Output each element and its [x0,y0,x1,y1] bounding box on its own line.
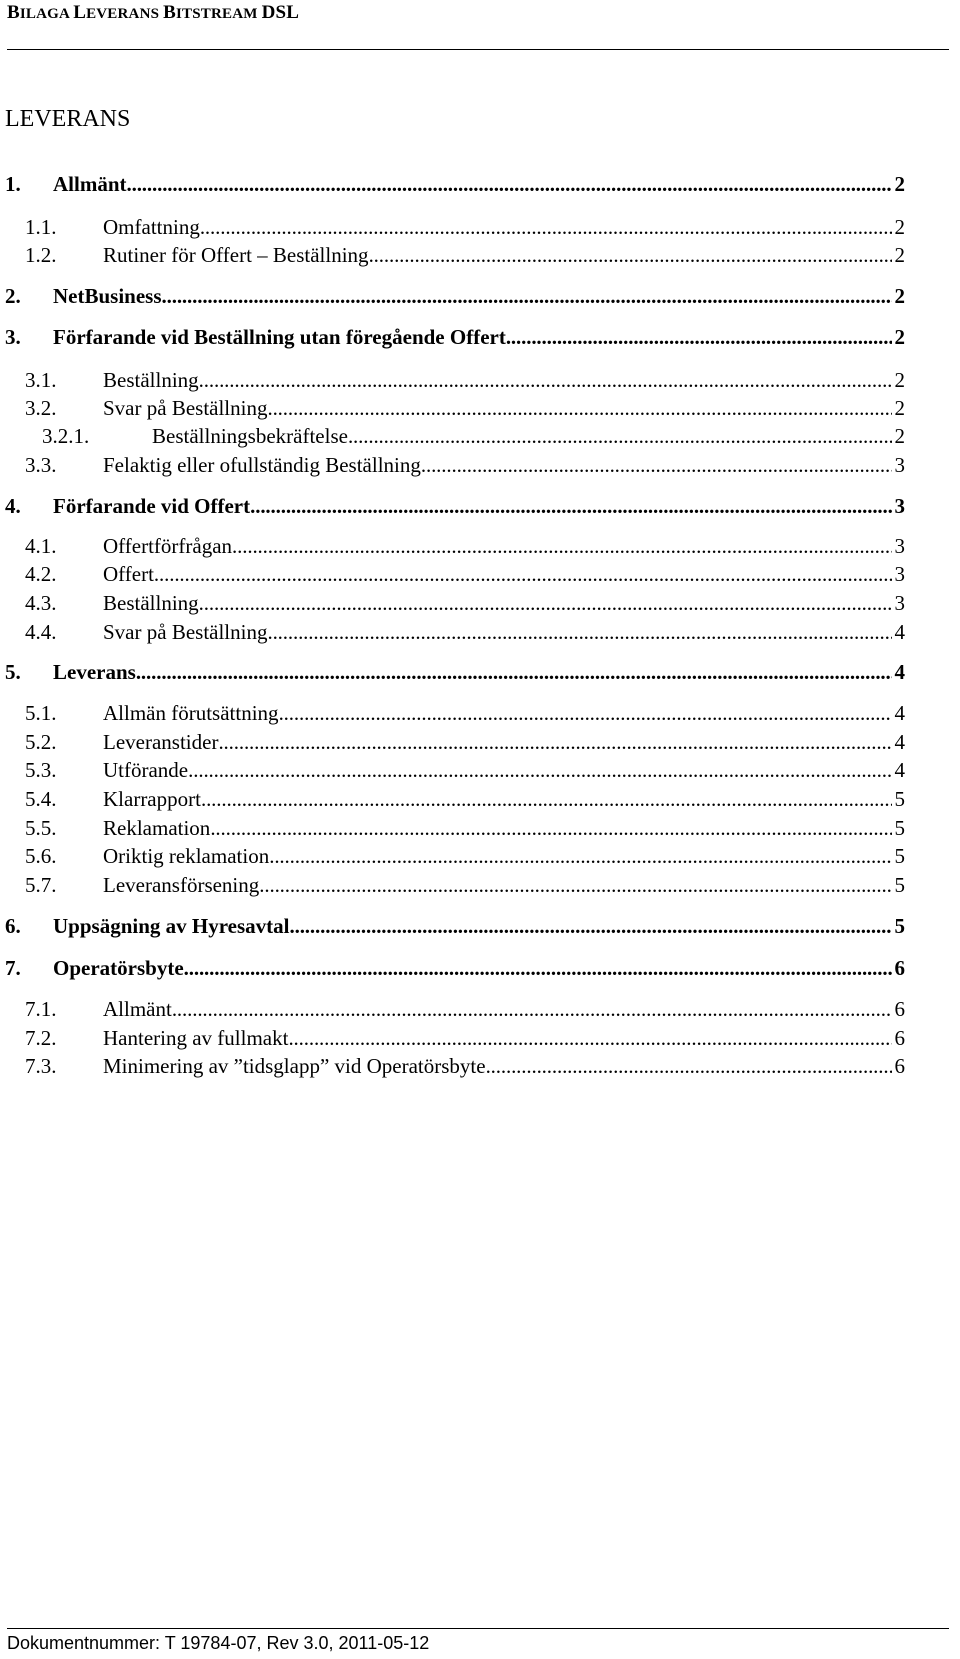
toc-entry-title: Allmänt [103,997,172,1021]
toc-entry-page: 3 [894,534,905,558]
toc-leader-dots [267,396,891,421]
header-rule [7,49,949,50]
toc-entry[interactable] [25,1026,905,1056]
toc-entry[interactable] [25,1054,905,1084]
toc-entry[interactable] [25,873,905,903]
toc-entry[interactable] [5,284,905,314]
toc-entry[interactable] [25,453,905,483]
toc-entry-title: Operatörsbyte [53,956,184,980]
footer-rule [7,1628,949,1629]
toc-entry-number: 5. [5,660,21,684]
toc-entry-page: 6 [894,997,905,1021]
toc-entry-title: Leveransförsening [103,873,260,897]
header-smallcaps: EVERANS [86,6,164,22]
toc-entry-title: Oriktig reklamation [103,844,270,868]
toc-entry[interactable] [5,494,905,524]
toc-entry-number: 4.3. [25,591,57,615]
toc-entry-number: 5.5. [25,816,57,840]
header-suffix: DSL [261,2,300,23]
toc-entry-page: 6 [894,1026,905,1050]
toc-leader-dots [218,730,891,755]
toc-entry-number: 1. [5,172,21,196]
toc-leader-dots [199,368,892,393]
toc-entry-page: 5 [894,873,905,897]
toc-entry-page: 5 [894,914,905,938]
toc-entry-number: 7. [5,956,21,980]
header-initial: B [163,2,176,23]
toc-entry-title: Allmänt [53,172,127,196]
toc-entry-title: Hantering av fullmakt [103,1026,289,1050]
toc-entry-title: Beställning [103,368,199,392]
toc-leader-dots [369,243,892,268]
toc-entry-page: 2 [894,325,905,349]
toc-entry-number: 5.3. [25,758,57,782]
header-smallcaps: ITSTREAM [175,6,262,22]
document-header [7,2,299,24]
toc-entry-title: Förfarande vid Offert [53,494,251,518]
toc-entry-title: Leverans [53,660,136,684]
toc-entry-page: 5 [894,787,905,811]
toc-entry-number: 5.2. [25,730,57,754]
toc-entry[interactable] [5,956,905,986]
toc-entry[interactable] [25,215,905,245]
toc-entry-title: Felaktig eller ofullständig Beställning [103,453,421,477]
toc-entry[interactable] [25,396,905,426]
toc-leader-dots [506,325,892,350]
toc-entry-title: Svar på Beställning [103,396,268,420]
toc-entry[interactable] [42,424,905,454]
toc-leader-dots [421,453,892,478]
toc-entry-page: 2 [894,284,905,308]
toc-entry-page: 2 [894,424,905,448]
toc-entry-title: Allmän förutsättning [103,701,279,725]
toc-entry-title: Svar på Beställning [103,620,268,644]
toc-entry-title: Offert [103,562,154,586]
header-initial: B [7,2,20,23]
toc-leader-dots [162,284,892,309]
toc-leader-dots [259,873,891,898]
toc-entry-number: 1.2. [25,243,57,267]
toc-entry[interactable] [25,562,905,592]
toc-entry-title: Reklamation [103,816,211,840]
toc-leader-dots [136,660,892,685]
toc-entry-page: 2 [894,215,905,239]
toc-leader-dots [154,562,892,587]
toc-entry[interactable] [25,701,905,731]
toc-leader-dots [127,172,892,197]
toc-entry-page: 5 [894,816,905,840]
toc-entry-page: 4 [894,730,905,754]
toc-leader-dots [250,494,891,519]
toc-entry-page: 3 [894,562,905,586]
toc-entry-number: 1.1. [25,215,57,239]
toc-entry[interactable] [25,368,905,398]
toc-entry-title: Minimering av ”tidsglapp” vid Operatörsbyte [103,1054,486,1078]
toc-entry[interactable] [5,325,905,355]
toc-entry-page: 2 [894,243,905,267]
toc-entry-title: Rutiner för Offert – Beställning [103,243,369,267]
toc-entry[interactable] [25,591,905,621]
toc-entry-page: 4 [894,620,905,644]
toc-entry[interactable] [25,534,905,564]
toc-entry-number: 5.7. [25,873,57,897]
toc-leader-dots [184,956,892,981]
toc-entry-page: 6 [894,956,905,980]
toc-entry-number: 3.3. [25,453,57,477]
toc-entry-page: 4 [894,660,905,684]
toc-entry-page: 3 [894,453,905,477]
toc-entry[interactable] [25,787,905,817]
header-initial: L [73,2,87,23]
document-footer: Dokumentnummer: T 19784-07, Rev 3.0, 2011-05-12 [7,1633,430,1653]
toc-entry-title: Beställningsbekräftelse [152,424,348,448]
toc-entry[interactable] [25,620,905,650]
toc-entry-number: 6. [5,914,21,938]
toc-leader-dots [199,591,892,616]
toc-entry-number: 7.3. [25,1054,57,1078]
toc-entry-page: 4 [894,701,905,725]
toc-entry-page: 3 [894,494,905,518]
toc-entry[interactable] [25,844,905,874]
toc-entry[interactable] [5,914,905,944]
page-title: LEVERANS [5,106,131,132]
toc-entry-number: 5.4. [25,787,57,811]
toc-entry-number: 4.4. [25,620,57,644]
toc-entry[interactable] [25,997,905,1027]
toc-leader-dots [267,620,891,645]
toc-leader-dots [201,787,892,812]
toc-entry-page: 4 [894,758,905,782]
toc-entry-page: 6 [894,1054,905,1078]
toc-entry-number: 3. [5,325,21,349]
toc-leader-dots [232,534,891,559]
toc-entry-title: Leveranstider [103,730,219,754]
toc-leader-dots [200,215,892,240]
toc-entry-page: 2 [894,172,905,196]
toc-leader-dots [290,914,892,939]
toc-entry-title: Offertförfrågan [103,534,233,558]
toc-entry-title: Förfarande vid Beställning utan föregående Offert [53,325,506,349]
toc-entry[interactable] [25,758,905,788]
toc-entry-number: 4.1. [25,534,57,558]
toc-leader-dots [279,701,892,726]
toc-leader-dots [269,844,891,869]
toc-entry-number: 5.1. [25,701,57,725]
header-smallcaps: ILAGA [19,6,74,22]
toc-entry-number: 4.2. [25,562,57,586]
toc-entry-number: 5.6. [25,844,57,868]
toc-entry[interactable] [25,243,905,273]
toc-entry[interactable] [5,660,905,690]
toc-leader-dots [188,758,891,783]
toc-leader-dots [172,997,892,1022]
toc-leader-dots [486,1054,892,1079]
toc-entry-number: 3.1. [25,368,57,392]
toc-entry-title: Beställning [103,591,199,615]
toc-entry-title: Utförande [103,758,189,782]
toc-leader-dots [288,1026,891,1051]
toc-entry-number: 7.2. [25,1026,57,1050]
toc-entry-title: Omfattning [103,215,200,239]
toc-entry-title: NetBusiness [53,284,162,308]
toc-entry-title: Klarrapport [103,787,201,811]
toc-entry[interactable] [5,172,905,202]
toc-entry-number: 7.1. [25,997,57,1021]
toc-entry-number: 2. [5,284,21,308]
toc-entry-page: 5 [894,844,905,868]
toc-entry-number: 4. [5,494,21,518]
toc-entry-page: 2 [894,368,905,392]
toc-entry-page: 2 [894,396,905,420]
toc-leader-dots [210,816,891,841]
toc-entry-number: 3.2. [25,396,57,420]
toc-entry[interactable] [25,816,905,846]
toc-entry[interactable] [25,730,905,760]
toc-entry-number: 3.2.1. [42,424,90,448]
toc-entry-page: 3 [894,591,905,615]
toc-entry-title: Uppsägning av Hyresavtal [53,914,290,938]
toc-leader-dots [348,424,892,449]
